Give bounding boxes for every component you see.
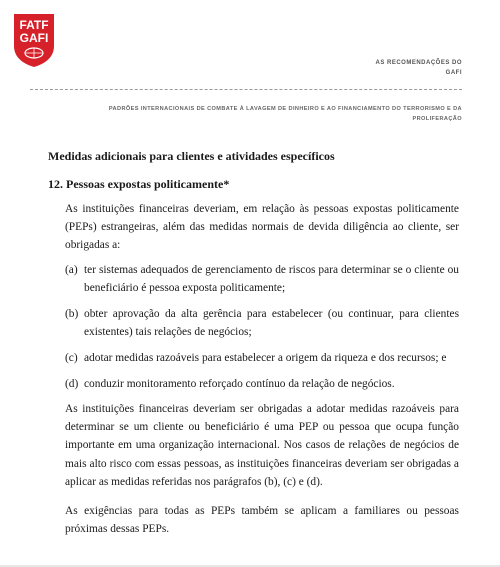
fatf-gafi-logo [12, 12, 56, 68]
subtitle-line2: PROLIFERAÇÃO [412, 116, 462, 122]
subtitle-line1: PADRÕES INTERNACIONAIS DE COMBATE À LAVAGEM DE DINHEIRO E AO FINANCIAMENTO DO TERRORISMO E DA [108, 106, 462, 112]
list-tag: (a) [65, 264, 78, 276]
logo-text-line2: GAFI [19, 31, 49, 45]
document-subtitle [60, 104, 462, 124]
document-title [375, 58, 462, 78]
header-divider [30, 89, 462, 90]
intro-paragraph: As instituições financeiras deveriam, em relação às pessoas expostas politicamente (PEPs) estrangeiras, além das medidas normais de devida diligência ao cliente, ser obrigadas a: [65, 203, 459, 252]
list-text: ter sistemas adequados de gerenciamento de riscos para determinar se o cliente ou beneficiário é pessoa exposta politicamente; [84, 264, 459, 295]
document-title-line2: GAFI [445, 70, 462, 76]
list-text: adotar medidas razoáveis para estabelecer a origem da riqueza e dos recursos; e [84, 352, 447, 364]
paragraph-3: As exigências para todas as PEPs também se aplicam a familiares ou pessoas próximas dessas PEPs. [65, 505, 459, 536]
list-text: conduzir monitoramento reforçado contínuo da relação de negócios. [84, 378, 395, 390]
document-title-line1: AS RECOMENDAÇÕES DO [375, 60, 462, 66]
section-title: Medidas adicionais para clientes e atividades específicos [48, 149, 335, 163]
logo-text-line1: FATF [19, 18, 49, 32]
list-tag: (b) [65, 308, 79, 320]
paragraph-2: As instituições financeiras deveriam ser obrigadas a adotar medidas razoáveis para determinar se um cliente ou beneficiário é uma PEP ou pessoa que ocupa função importante em uma organização internacional. Nos casos de relações de negócios de mais alto risco com essas pessoas, as instituições financeiras deveriam ser obrigadas a aplicar as medidas referidas nos parágrafos (b), (c) e (d). [65, 403, 459, 488]
list-tag: (c) [65, 352, 78, 364]
list-item-b [65, 305, 459, 341]
list-tag: (d) [65, 378, 79, 390]
list-text: obter aprovação da alta gerência para estabelecer (ou continuar, para clientes existentes) tais relações de negócios; [84, 308, 459, 339]
list-item-a [65, 261, 459, 297]
list-item-c [65, 349, 459, 367]
list-item-d [65, 375, 459, 393]
recommendation-title: 12. Pessoas expostas politicamente* [48, 177, 230, 191]
